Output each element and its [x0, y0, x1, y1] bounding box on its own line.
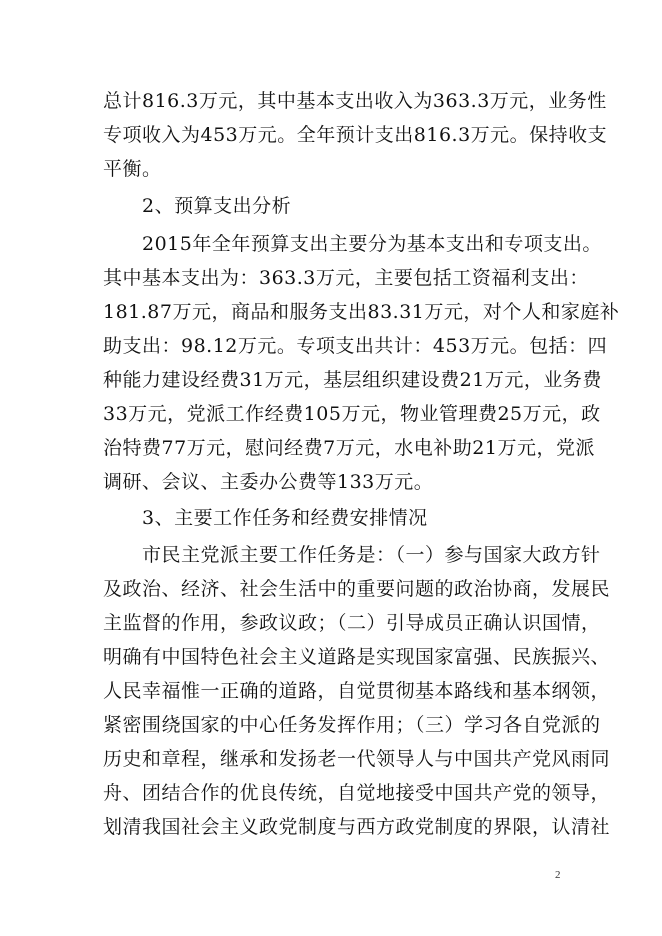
text-line-7: 181.87万元，商品和服务支出83.31万元，对个人和家庭补 [103, 301, 620, 323]
text-line-1: 总计816.3万元，其中基本支出收入为363.3万元，业务性 [103, 90, 607, 112]
text-line-12: 调研、会议、主委办公费等133万元。 [103, 471, 434, 493]
text-line-9: 种能力建设经费31万元，基层组织建设费21万元，业务费 [103, 369, 602, 391]
text-line-16: 主监督的作用，参政议政；（二）引导成员正确认识国情， [103, 612, 601, 634]
section-heading-budget-expenditure-analysis: 2、预算支出分析 [142, 195, 292, 217]
text-line-3: 平衡。 [103, 158, 162, 180]
text-line-2: 专项收入为453万元。全年预计支出816.3万元。保持收支 [103, 124, 608, 146]
text-line-17: 明确有中国特色社会主义道路是实现国家富强、民族振兴、 [103, 646, 611, 668]
text-line-14: 市民主党派主要工作任务是：（一）参与国家大政方针 [142, 544, 601, 566]
text-line-20: 历史和章程，继承和发扬老一代领导人与中国共产党风雨同 [103, 748, 611, 770]
text-line-6: 其中基本支出为：363.3万元，主要包括工资福利支出： [103, 267, 589, 289]
text-line-5: 2015年全年预算支出主要分为基本支出和专项支出。 [142, 233, 602, 255]
text-line-21: 舟、团结合作的优良传统，自觉地接受中国共产党的领导， [103, 782, 611, 804]
text-line-8: 助支出：98.12万元。专项支出共计：453万元。包括：四 [103, 335, 608, 357]
text-line-11: 治特费77万元，慰问经费7万元，水电补助21万元，党派 [103, 437, 595, 459]
page-number: 2 [555, 869, 561, 881]
section-heading-main-tasks-and-funding: 3、主要工作任务和经费安排情况 [142, 507, 428, 529]
text-line-19: 紧密围绕国家的中心任务发挥作用；（三）学习各自党派的 [103, 714, 601, 736]
text-line-22: 划清我国社会主义政党制度与西方政党制度的界限，认清社 [103, 816, 611, 838]
text-line-10: 33万元，党派工作经费105万元，物业管理费25万元，政 [103, 403, 601, 425]
text-line-18: 人民幸福惟一正确的道路，自觉贯彻基本路线和基本纲领， [103, 680, 611, 702]
text-line-15: 及政治、经济、社会生活中的重要问题的政治协商，发展民 [103, 578, 611, 600]
